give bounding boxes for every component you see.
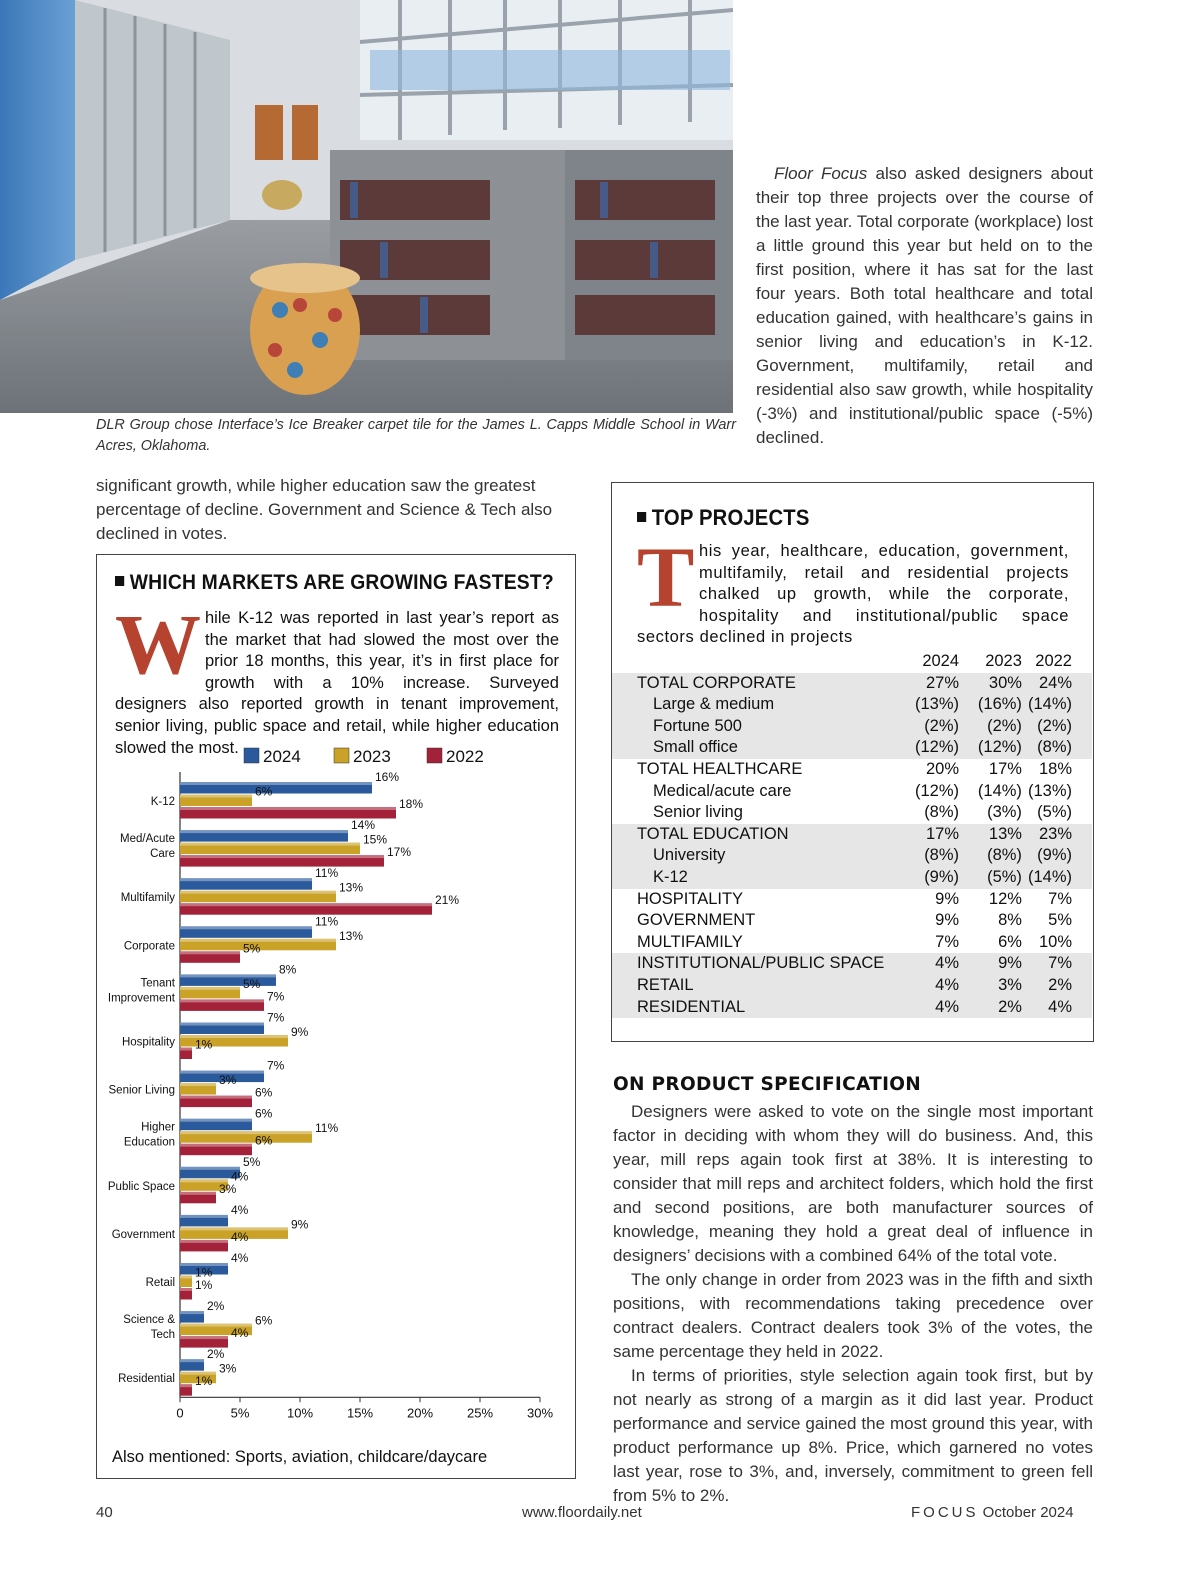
page-number: 40 — [96, 1504, 113, 1521]
row-value: (2%) — [898, 716, 959, 738]
row-value: 17% — [988, 759, 1022, 778]
bar-highlight — [180, 1192, 216, 1195]
row-value: 2% — [1022, 975, 1092, 997]
data-label: 11% — [315, 1121, 339, 1136]
bar-highlight — [180, 1276, 192, 1279]
data-label: 2% — [207, 1299, 225, 1314]
row-value: 4% — [898, 997, 959, 1019]
category-label: Hospitality — [121, 1036, 175, 1049]
row-label: Large & medium — [612, 694, 898, 716]
row-value: (16%) — [959, 694, 1022, 716]
row-value: (2%) — [959, 716, 1022, 738]
bar-highlight — [180, 903, 432, 906]
x-tick-label: 20% — [406, 1405, 434, 1421]
x-tick-label: 15% — [346, 1405, 374, 1421]
row-label: HOSPITALITY — [637, 889, 744, 908]
markets-text: hile K-12 was reported in last year’s report as the market that had slowed the most over the prior 18 months, this year, it’s in first place for growth with a 10% increase. Surveyed designers also reported growth in tenant improvement, senior living, public space and retail, while higher education slowed the most. — [115, 609, 559, 757]
row-value: (8%) — [959, 845, 1022, 867]
legend-label: 2023 — [353, 747, 391, 766]
x-tick-label: 0 — [176, 1405, 184, 1421]
row-value: (5%) — [959, 867, 1022, 889]
data-label: 4% — [231, 1251, 249, 1265]
data-label: 6% — [255, 784, 273, 799]
bar-highlight — [180, 951, 240, 954]
bar-highlight — [180, 891, 336, 894]
row-value: 30% — [959, 673, 1022, 695]
category-label: Corporate — [123, 940, 175, 953]
table-row — [612, 889, 1092, 911]
row-value: 23% — [1022, 824, 1092, 846]
row-label: Medical/acute care — [653, 781, 792, 800]
row-value: 7% — [1048, 889, 1072, 908]
col-2023: 2023 — [985, 652, 1022, 670]
drop-cap: T — [637, 529, 695, 625]
table-row — [612, 845, 1092, 867]
spec-paragraph: The only change in order from 2023 was in the fifth and sixth positions, with recommendations taking precedence over contract dealers. Contract dealers took 3% of the votes, the same percentage they held in 2022. — [613, 1270, 1093, 1361]
row-value: 9% — [959, 953, 1022, 975]
col-2024: 2024 — [922, 652, 960, 670]
bar-highlight — [180, 1144, 252, 1147]
data-label: 6% — [255, 1133, 273, 1148]
data-label: 7% — [267, 1058, 285, 1073]
table-row — [612, 910, 1092, 932]
row-value: 18% — [1038, 759, 1072, 778]
x-tick-label: 5% — [230, 1405, 250, 1421]
row-label: Small office — [612, 737, 898, 759]
row-value: 8% — [998, 911, 1022, 930]
bar-highlight — [180, 1023, 264, 1026]
data-label: 21% — [435, 893, 460, 908]
row-value: (13%) — [898, 694, 959, 716]
intro-text: also asked designers about their top three projects over the course of the last year. Total corporate (workplace) lost a little ground this year but held on to the first position, where it has sat for the last four years. Both total healthcare and total education gained, with healthcare’s gains in senior living and education’s in K-12. Government, multifamily, retail and residential also saw growth, while hospitality (-3%) and institutional/public space (-5%) declined. — [756, 164, 1094, 447]
data-label: 13% — [339, 880, 364, 895]
data-label: 17% — [387, 845, 412, 860]
website-url: www.floordaily.net — [522, 1504, 642, 1521]
row-label: TOTAL CORPORATE — [612, 673, 898, 695]
bar-highlight — [180, 974, 276, 977]
row-value: 17% — [898, 824, 959, 846]
top-projects-sidebar — [611, 482, 1094, 1042]
top-projects-table — [612, 651, 1092, 1018]
legend-swatch — [244, 748, 259, 763]
data-label: 6% — [255, 1085, 273, 1100]
category-label: Higher Education — [123, 1121, 175, 1149]
table-row — [612, 867, 1092, 889]
table-row — [612, 737, 1092, 759]
bar-highlight — [180, 1048, 192, 1051]
data-label: 5% — [243, 976, 261, 991]
data-label: 16% — [375, 770, 400, 784]
bar-highlight — [180, 1288, 192, 1291]
row-value: 5% — [1048, 911, 1072, 930]
category-label: Med/Acute Care — [120, 833, 175, 861]
bar-highlight — [180, 1336, 228, 1339]
row-label: RETAIL — [612, 975, 898, 997]
legend-label: 2022 — [446, 747, 484, 766]
row-value: 7% — [935, 932, 960, 951]
row-value: 10% — [1038, 932, 1072, 951]
data-label: 8% — [279, 962, 297, 977]
row-label: INSTITUTIONAL/PUBLIC SPACE — [612, 953, 898, 975]
x-tick-label: 25% — [466, 1405, 494, 1421]
row-label: GOVERNMENT — [637, 911, 756, 930]
bar-highlight — [180, 1131, 312, 1134]
row-value: (12%) — [915, 781, 960, 800]
data-label: 7% — [267, 1010, 285, 1025]
spec-paragraph: Designers were asked to vote on the single most important factor in deciding with whom they will do business. And, this year, mill reps again took first at 38%. It is interesting to consider that mill reps and architect folders, which hold the first and second positions, are both manufacturer sources of knowledge, meaning they hold a great deal of influence in designers’ decisions with a combined 64% of the total vote. — [613, 1102, 1093, 1265]
category-label: Senior Living — [108, 1084, 175, 1097]
table-row — [612, 953, 1092, 975]
magazine-name: Floor Focus — [774, 164, 868, 183]
row-label: TOTAL EDUCATION — [612, 824, 898, 846]
row-value: 2% — [959, 997, 1022, 1019]
row-value: (14%) — [977, 781, 1022, 800]
row-value: 12% — [988, 889, 1022, 908]
row-label: K-12 — [612, 867, 898, 889]
data-label: 14% — [351, 818, 376, 833]
projects-text: his year, healthcare, education, government, multifamily, retail and residential projects chalked up growth, while the corporate, hospitality and institutional/public space sectors declined in projects — [637, 542, 1069, 647]
spec-paragraph: In terms of priorities, style selection again took first, but by not nearly as strong of a margin as it did last year. Product performance and service gained the most ground this year, with product performance up 8%. Price, which garnered no votes last year, rose to 3%, and, inversely, commitment to green fell from 5% to 2%. — [613, 1366, 1093, 1505]
category-label: Science & Tech — [123, 1314, 175, 1342]
data-label: 1% — [195, 1278, 213, 1292]
data-label: 4% — [231, 1169, 249, 1184]
data-label: 3% — [219, 1073, 237, 1088]
table-row — [612, 781, 1092, 803]
bar-highlight — [180, 843, 360, 846]
legend-label: 2024 — [263, 747, 301, 766]
category-label: K-12 — [150, 796, 175, 808]
row-value: (12%) — [898, 737, 959, 759]
row-value: 7% — [1022, 953, 1092, 975]
data-label: 13% — [339, 928, 364, 943]
bar-highlight — [180, 782, 372, 785]
row-value: (3%) — [987, 803, 1022, 822]
col-2022: 2022 — [1035, 652, 1072, 670]
data-label: 15% — [363, 832, 388, 847]
legend-swatch — [427, 748, 442, 763]
data-label: 3% — [219, 1181, 237, 1196]
row-value: 6% — [998, 932, 1022, 951]
data-label: 7% — [267, 989, 285, 1004]
data-label: 5% — [243, 1154, 261, 1169]
category-label: Tenant Improvement — [107, 977, 175, 1005]
category-label: Residential — [118, 1373, 175, 1386]
category-label: Public Space — [107, 1180, 175, 1193]
markets-paragraph — [115, 596, 559, 759]
bar-highlight — [180, 807, 396, 810]
issue-info — [911, 1504, 1074, 1521]
row-value: 13% — [959, 824, 1022, 846]
row-value: (2%) — [1022, 716, 1092, 738]
projects-title — [637, 505, 810, 531]
bar-highlight — [180, 926, 312, 929]
data-label: 2% — [207, 1347, 225, 1362]
data-label: 1% — [195, 1265, 213, 1280]
markets-title — [115, 571, 554, 595]
data-label: 3% — [219, 1361, 237, 1376]
bar-highlight — [180, 795, 252, 798]
row-value: 9% — [935, 889, 960, 908]
category-label: Government — [111, 1228, 175, 1241]
row-value: (12%) — [959, 737, 1022, 759]
issue-date: October 2024 — [982, 1504, 1074, 1521]
data-label: 1% — [195, 1037, 213, 1052]
table-header-row — [612, 651, 1092, 673]
row-value: (8%) — [1022, 737, 1092, 759]
row-label: University — [612, 845, 898, 867]
table-row — [612, 932, 1092, 954]
table-row — [612, 802, 1092, 824]
row-value: 4% — [898, 953, 959, 975]
data-label: 4% — [231, 1202, 249, 1217]
drop-cap: W — [115, 596, 201, 692]
markets-bar-chart — [97, 740, 574, 1440]
bar-highlight — [180, 830, 348, 833]
x-tick-label: 30% — [526, 1405, 554, 1421]
row-value: (9%) — [898, 867, 959, 889]
bar-highlight — [180, 1096, 252, 1099]
row-value: (8%) — [898, 845, 959, 867]
x-tick-label: 10% — [286, 1405, 314, 1421]
continued-paragraph: significant growth, while higher education saw the greatest percentage of decline. Government and Science & Tech also declined in votes. — [96, 476, 553, 543]
row-value: 4% — [898, 975, 959, 997]
bullet-square-icon — [115, 576, 124, 586]
data-label: 9% — [291, 1217, 309, 1232]
row-value: (14%) — [1022, 867, 1092, 889]
header-label — [612, 651, 898, 673]
row-value: 20% — [926, 759, 960, 778]
data-label: 4% — [231, 1229, 249, 1244]
row-label: Fortune 500 — [612, 716, 898, 738]
data-label: 9% — [291, 1025, 309, 1039]
row-value: (13%) — [1027, 781, 1072, 800]
bar-highlight — [180, 999, 264, 1002]
row-value: 24% — [1022, 673, 1092, 695]
bar-highlight — [180, 987, 240, 990]
row-value: (8%) — [924, 803, 960, 822]
bar-highlight — [180, 1083, 216, 1086]
bullet-square-icon — [637, 512, 646, 522]
table-row — [612, 824, 1092, 846]
category-label: Retail — [145, 1277, 175, 1289]
bar-highlight — [180, 1359, 204, 1362]
bar-highlight — [180, 1384, 192, 1387]
photo-caption: DLR Group chose Interface’s Ice Breaker carpet tile for the James L. Capps Middle School in Warr Acres, Oklahoma. — [96, 417, 736, 454]
spec-body — [613, 1100, 1093, 1508]
row-label: Senior living — [653, 803, 743, 822]
magazine-title: FOCUS — [911, 1504, 979, 1521]
data-label: 11% — [315, 914, 339, 929]
bar-highlight — [180, 1119, 252, 1122]
table-row — [612, 759, 1092, 781]
intro-paragraph — [756, 162, 1093, 450]
projects-title-text: TOP PROJECTS — [651, 505, 810, 530]
row-label: TOTAL HEALTHCARE — [637, 759, 803, 778]
bar-highlight — [180, 1240, 228, 1243]
data-label: 6% — [255, 1106, 273, 1121]
table-row — [612, 975, 1092, 997]
bar-highlight — [180, 855, 384, 858]
table-row — [612, 997, 1092, 1019]
markets-title-text: WHICH MARKETS ARE GROWING FASTEST? — [129, 571, 554, 594]
row-label: RESIDENTIAL — [612, 997, 898, 1019]
projects-paragraph — [637, 529, 1069, 649]
library-photo — [0, 0, 733, 413]
markets-sidebar — [96, 554, 576, 1479]
data-label: 5% — [243, 941, 261, 956]
row-value: 9% — [935, 911, 960, 930]
row-value: 3% — [959, 975, 1022, 997]
row-value: (5%) — [1037, 803, 1072, 822]
bar-highlight — [180, 878, 312, 881]
legend-swatch — [334, 748, 349, 763]
row-label: MULTIFAMILY — [637, 932, 743, 951]
row-value: 27% — [898, 673, 959, 695]
data-label: 18% — [399, 797, 424, 811]
row-value: (14%) — [1022, 694, 1092, 716]
data-label: 4% — [231, 1326, 249, 1341]
spec-heading: ON PRODUCT SPECIFICATION — [613, 1074, 922, 1095]
category-label: Multifamily — [120, 892, 175, 905]
data-label: 6% — [255, 1313, 273, 1328]
row-value: 4% — [1022, 997, 1092, 1019]
also-mentioned-note: Also mentioned: Sports, aviation, childcare/daycare — [112, 1448, 488, 1466]
bar-highlight — [180, 1311, 204, 1314]
table-row — [612, 694, 1092, 716]
table-row — [612, 716, 1092, 738]
row-value: (9%) — [1022, 845, 1092, 867]
bar-highlight — [180, 1215, 228, 1218]
data-label: 1% — [195, 1374, 213, 1389]
table-row — [612, 673, 1092, 695]
data-label: 11% — [315, 866, 339, 881]
